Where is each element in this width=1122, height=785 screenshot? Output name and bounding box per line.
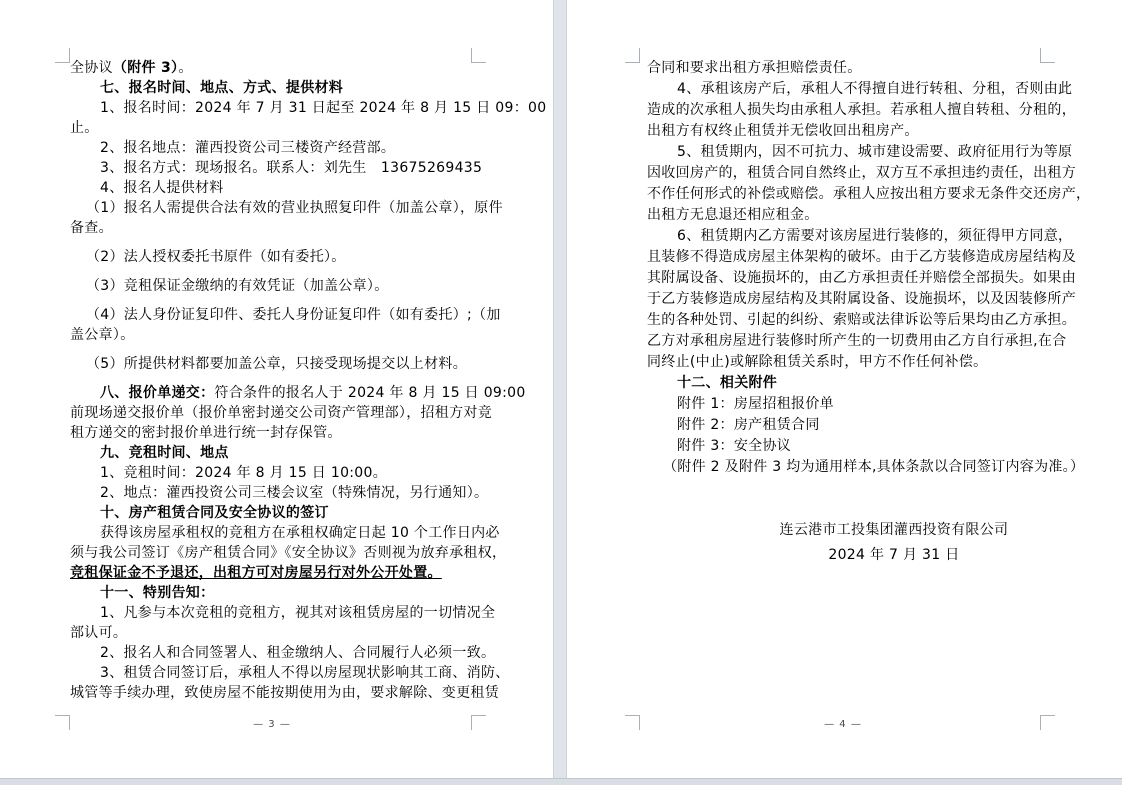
text-run: 七、报名时间、地点、方式、提供材料	[100, 80, 344, 96]
text-line[interactable]	[647, 289, 1076, 310]
text-line[interactable]	[749, 545, 1039, 566]
text-run: 附件 2：房产租赁合同	[677, 417, 820, 433]
text-run: 连云港市工投集团灌西投资有限公司	[779, 522, 1009, 538]
text-line[interactable]	[647, 163, 1076, 184]
text-line[interactable]	[70, 276, 474, 296]
text-line[interactable]	[70, 403, 492, 423]
text-line[interactable]	[647, 121, 1039, 142]
margin-mark-top-left	[55, 48, 70, 63]
text-run: 出租方无息退还相应租金。	[647, 207, 819, 223]
text-run: 十一、特别告知：	[100, 585, 215, 601]
text-run: 。	[178, 60, 193, 76]
text-line[interactable]	[70, 118, 474, 138]
page-4-number: — 4 —	[824, 719, 862, 730]
text-run: 乙方对承租房屋进行装修时所产生的一切费用由乙方自行承担,在合	[647, 333, 1067, 349]
text-line[interactable]	[647, 79, 1073, 100]
text-line[interactable]	[70, 523, 500, 543]
page-3-number: — 3 —	[253, 719, 291, 730]
text-line[interactable]	[647, 142, 1073, 163]
text-run: 全协议	[70, 60, 113, 76]
text-line[interactable]	[70, 443, 474, 463]
text-run: 须与我公司签订《房产租赁合同》《安全协议》否则视为放弃承租权，	[70, 545, 507, 561]
text-line[interactable]	[70, 383, 526, 403]
text-run: （1）报名人需提供合法有效的营业执照复印件（加盖公章），原件	[86, 200, 503, 216]
text-line[interactable]	[70, 583, 474, 603]
text-line[interactable]	[70, 603, 496, 623]
text-line[interactable]	[70, 247, 474, 267]
text-run: 不作任何形式的补偿或赔偿。承租人应按出租方要求无条件交还房产，	[647, 186, 1091, 202]
text-run: （附件 3）	[112, 60, 179, 76]
text-line[interactable]	[70, 463, 474, 483]
text-line[interactable]	[749, 520, 1039, 541]
text-line[interactable]	[70, 423, 474, 443]
text-run: 部认可。	[70, 625, 128, 641]
text-run: 其附属设备、设施损坏的，由乙方承担责任并赔偿全部损失。如果由	[647, 270, 1076, 286]
canvas-bottom-gutter	[0, 778, 1122, 785]
text-line[interactable]	[70, 325, 474, 345]
text-run: 合同和要求出租方承担赔偿责任。	[647, 60, 862, 76]
text-run: 获得该房屋承租权的竞租方在承租权确定日起 10 个工作日内必	[100, 525, 500, 541]
text-line[interactable]	[70, 563, 474, 583]
text-run: 4、承租该房产后，承租人不得擅自进行转租、分租，否则由此	[677, 81, 1073, 97]
text-run: 因收回房产的，租赁合同自然终止，双方互不承担违约责任，出租方	[647, 165, 1076, 181]
text-run: 且装修不得造成房屋主体架构的破坏。由于乙方装修造成房屋结构及	[647, 249, 1076, 265]
text-run: （2）法人授权委托书原件（如有委托）。	[86, 249, 346, 265]
text-run: 附件 1：房屋招租报价单	[677, 396, 834, 412]
text-run: 出租方有权终止租赁并无偿收回出租房产。	[647, 123, 919, 139]
text-run: 2、地点：灌西投资公司三楼会议室（特殊情况，另行通知）。	[100, 485, 489, 501]
text-line[interactable]	[647, 184, 1091, 205]
text-run: 竞租保证金不予退还，出租方可对房屋另行对外公开处置。	[70, 565, 442, 581]
text-line[interactable]	[647, 499, 1039, 520]
text-run: 于乙方装修造成房屋结构及其附属设备、设施损坏，以及因装修所产	[647, 291, 1076, 307]
text-line[interactable]	[647, 478, 1039, 499]
margin-mark-top-left	[625, 48, 640, 63]
text-run: 九、竞租时间、地点	[100, 445, 229, 461]
page-3-text[interactable]	[70, 58, 547, 703]
page-4[interactable]	[567, 0, 1122, 778]
text-line[interactable]	[647, 310, 1076, 331]
text-run: 2、报名地点：灌西投资公司三楼资产经营部。	[100, 140, 396, 156]
text-run: （附件 2 及附件 3 均为通用样本,具体条款以合同签订内容为准。）	[663, 459, 1085, 475]
text-run: 同终止(中止)或解除租赁关系时，甲方不作任何补偿。	[647, 354, 988, 370]
text-run: 2、报名人和合同签署人、租金缴纳人、合同履行人必须一致。	[100, 645, 496, 661]
text-line[interactable]	[70, 305, 501, 325]
text-line[interactable]	[70, 98, 547, 118]
margin-mark-bottom-left	[625, 715, 640, 730]
text-run: 6、租赁期内乙方需要对该房屋进行装修的，须征得甲方同意，	[677, 228, 1073, 244]
text-line[interactable]	[647, 100, 1076, 121]
text-line[interactable]	[70, 138, 474, 158]
margin-mark-bottom-left	[55, 715, 70, 730]
text-line[interactable]	[70, 178, 474, 198]
text-run: 造成的次承租人损失均由承租人承担。若承租人擅自转租、分租的，	[647, 102, 1076, 118]
text-run: （4）法人身份证复印件、委托人身份证复印件（如有委托）;（加	[86, 307, 501, 323]
text-run: 止。	[70, 120, 99, 136]
text-line[interactable]	[647, 394, 1039, 415]
text-run: 3、报名方式：现场报名。联系人：刘先生 13675269435	[100, 160, 483, 176]
text-run: 备查。	[70, 220, 113, 236]
text-run: 生的各种处罚、引起的纠纷、索赔或法律诉讼等后果均由乙方承担。	[647, 312, 1076, 328]
text-line[interactable]	[647, 268, 1076, 289]
text-line[interactable]	[70, 483, 489, 503]
text-run: （3）竞租保证金缴纳的有效凭证（加盖公章）。	[86, 278, 389, 294]
text-line[interactable]	[647, 352, 1039, 373]
text-line[interactable]	[70, 643, 496, 663]
text-line[interactable]	[647, 415, 1039, 436]
text-line[interactable]	[647, 58, 1039, 79]
text-line[interactable]	[70, 663, 510, 683]
text-line[interactable]	[70, 198, 503, 218]
page-4-text[interactable]	[647, 58, 1091, 566]
text-line[interactable]	[647, 226, 1073, 247]
text-run: 1、报名时间：2024 年 7 月 31 日起至 2024 年 8 月 15 日 09：00	[100, 100, 547, 116]
text-run: 2024 年 7 月 31 日	[828, 547, 960, 563]
text-run: （5）所提供材料都要加盖公章，只接受现场提交以上材料。	[86, 356, 468, 372]
text-run: 1、凡参与本次竞租的竞租方，视其对该租赁房屋的一切情况全	[100, 605, 496, 621]
text-run: 盖公章）。	[70, 327, 135, 343]
text-run: 十、房产租赁合同及安全协议的签订	[100, 505, 329, 521]
text-line[interactable]	[647, 247, 1076, 268]
page-3[interactable]	[0, 0, 553, 778]
text-run: 八、报价单递交：	[100, 385, 215, 401]
text-line[interactable]	[647, 436, 1039, 457]
margin-mark-top-right	[1040, 48, 1055, 63]
text-run: 5、租赁期内，因不可抗力、城市建设需要、政府征用行为等原	[677, 144, 1073, 160]
page-gutter	[553, 0, 567, 778]
text-line[interactable]	[70, 354, 474, 374]
margin-mark-bottom-right	[1040, 715, 1055, 730]
text-line[interactable]	[70, 503, 474, 523]
text-run: 4、报名人提供材料	[100, 180, 224, 196]
text-line[interactable]	[70, 623, 474, 643]
text-line[interactable]	[70, 158, 483, 178]
text-run: 附件 3：安全协议	[677, 438, 792, 454]
text-line[interactable]	[647, 205, 1039, 226]
text-line[interactable]	[70, 58, 474, 78]
text-line[interactable]	[70, 218, 474, 238]
text-run: 3、租赁合同签订后，承租人不得以房屋现状影响其工商、消防、	[100, 665, 510, 681]
text-line[interactable]	[70, 543, 507, 563]
text-run: 十二、相关附件	[677, 375, 778, 391]
text-run: 符合条件的报名人于 2024 年 8 月 15 日 09:00	[214, 385, 526, 401]
text-line[interactable]	[647, 373, 1039, 394]
text-run: 城管等手续办理，致使房屋不能按期使用为由，要求解除、变更租赁	[70, 685, 499, 701]
text-run: 租方递交的密封报价单进行统一封存保管。	[70, 425, 342, 441]
text-line[interactable]	[647, 331, 1067, 352]
text-line[interactable]	[70, 683, 499, 703]
text-run: 1、竞租时间：2024 年 8 月 15 日 10:00。	[100, 465, 388, 481]
text-line[interactable]	[647, 457, 1085, 478]
text-line[interactable]	[70, 78, 474, 98]
text-run: 前现场递交报价单（报价单密封递交公司资产管理部），招租方对竞	[70, 405, 492, 421]
